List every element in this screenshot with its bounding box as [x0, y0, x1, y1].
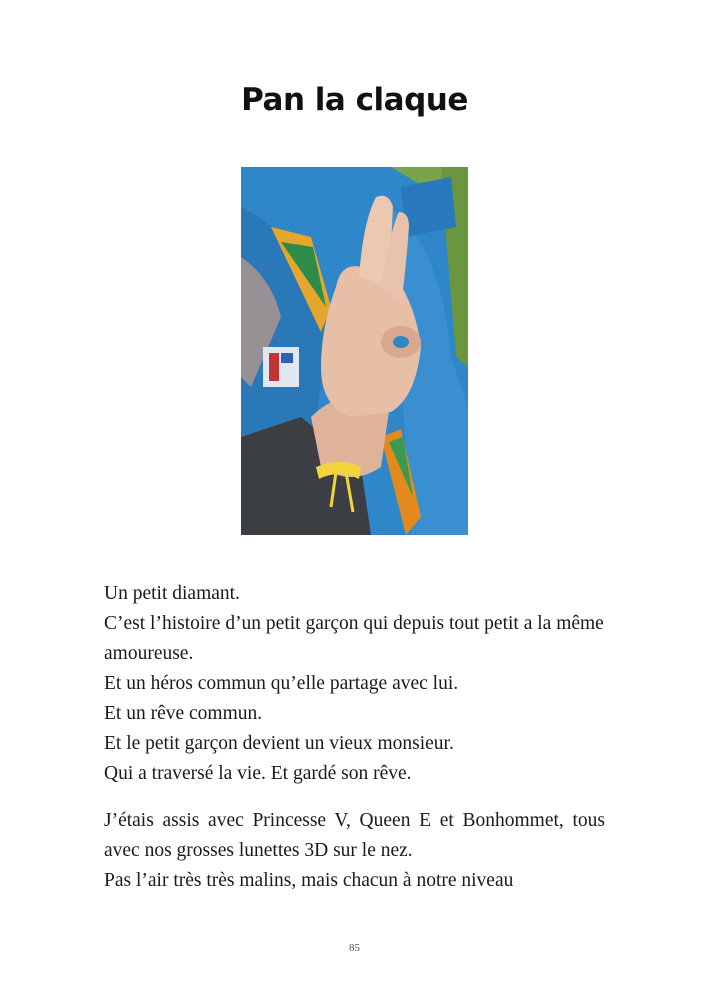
paragraph-2-line-2: Pas l’air très très malins, mais chacun à notre niveau	[104, 870, 514, 891]
page-number: 85	[349, 942, 360, 954]
paragraph-1-line-1: Un petit diamant.	[104, 583, 240, 604]
paragraph-1-line-5: Et le petit garçon devient un vieux monsieur.	[104, 733, 454, 754]
paragraph-2-line-1: J’étais assis avec Princesse V, Queen E et Bonhommet, tous avec nos grosses lunettes 3D sur le nez.	[104, 810, 605, 861]
paragraph-1-line-2: C’est l’histoire d’un petit garçon qui depuis tout petit a la même amoureuse.	[104, 613, 604, 664]
paragraph-1-line-4: Et un rêve commun.	[104, 703, 263, 724]
page-title: Pan la claque	[241, 82, 468, 118]
paragraph-1-line-3: Et un héros commun qu’elle partage avec lui.	[104, 673, 459, 694]
body-text	[104, 579, 605, 896]
scout-salute-illustration	[241, 167, 468, 535]
paragraph-1-line-6: Qui a traversé la vie. Et gardé son rêve.	[104, 763, 412, 784]
scout-salute-photo	[241, 167, 468, 535]
